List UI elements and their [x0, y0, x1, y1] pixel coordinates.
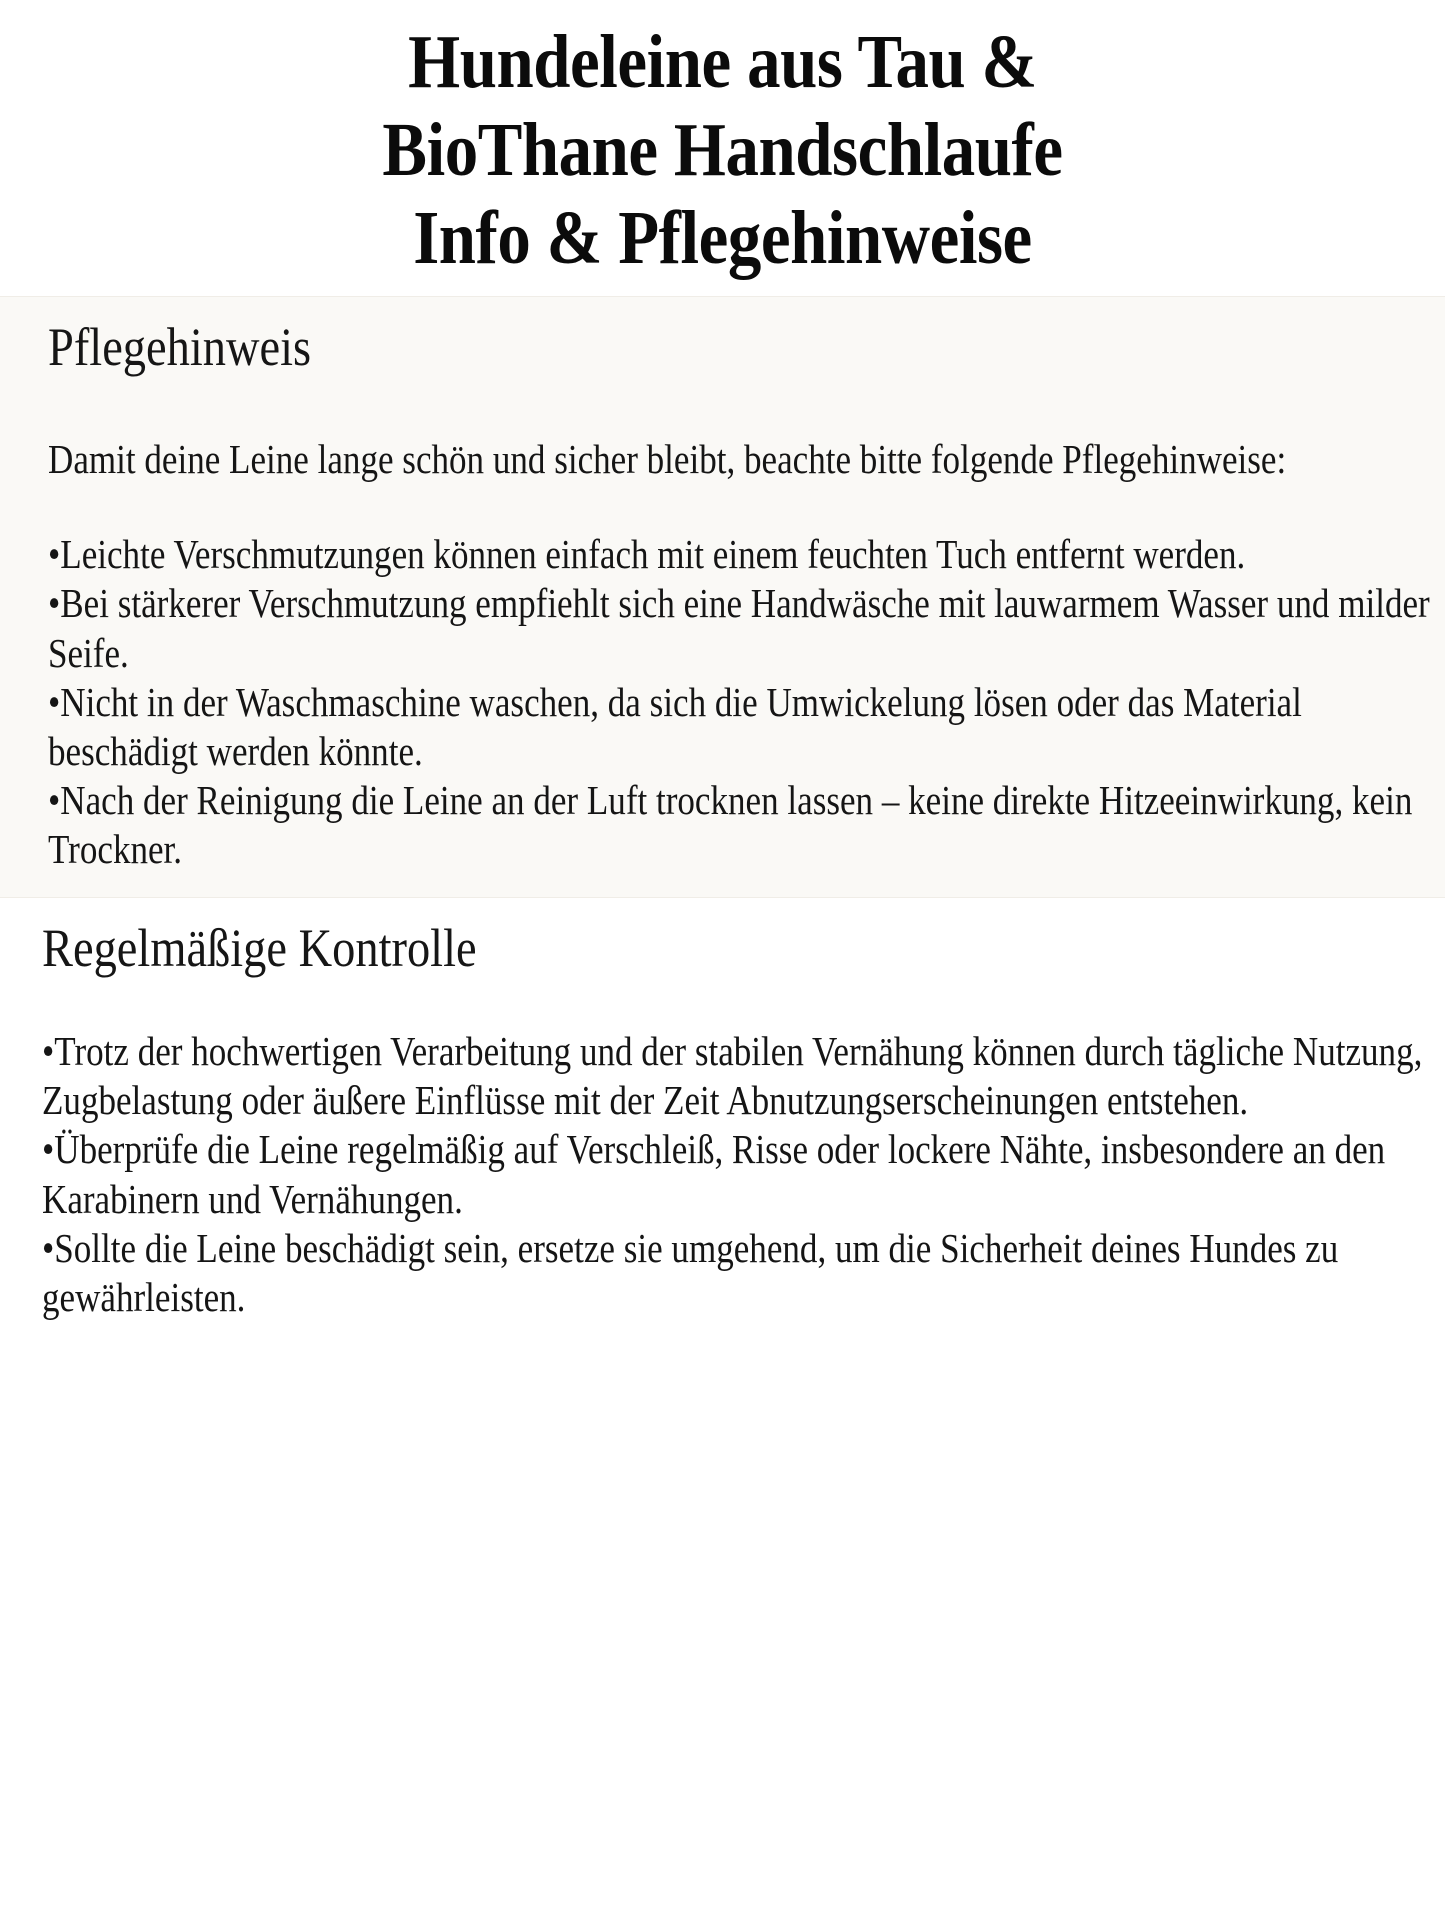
list-item: [48, 776, 1440, 874]
care-instruction-list: [48, 530, 1445, 874]
list-item: [48, 530, 1440, 579]
bullet-dot-icon: [48, 580, 60, 626]
bullet-dot-icon: [42, 1126, 54, 1172]
list-item-text: Leichte Verschmutzungen können einfach mit einem feuchten Tuch entfernt werden.: [60, 531, 1246, 578]
bullet-dot-icon: [42, 1225, 54, 1271]
list-item: [48, 579, 1440, 677]
bullet-dot-icon: [48, 777, 60, 823]
list-item: [48, 678, 1440, 776]
bullet-dot-icon: [48, 679, 60, 725]
page-title-line-2: BioThane Handschlaufe: [382, 108, 1063, 193]
list-item: [42, 1027, 1439, 1125]
list-item: [42, 1224, 1439, 1322]
list-item: [42, 1125, 1439, 1223]
section-intro-pflegehinweis: Damit deine Leine lange schön und sicher bleibt, beachte bitte folgende Pflegehinweise:: [48, 436, 1287, 483]
list-item-text: Bei stärkerer Verschmutzung empfiehlt sich eine Handwäsche mit lauwarmem Wasser und milder Seife.: [48, 580, 1430, 676]
section-pflegehinweis: [0, 296, 1445, 897]
bullet-dot-icon: [42, 1028, 54, 1074]
page-title-line-3: Info & Pflegehinweise: [413, 196, 1032, 281]
section-regelmaessige-kontrolle: [0, 898, 1445, 1345]
section-heading-pflegehinweis: Pflegehinweis: [48, 317, 312, 378]
bullet-dot-icon: [48, 531, 60, 577]
list-item-text: Überprüfe die Leine regelmäßig auf Verschleiß, Risse oder lockere Nähte, insbesondere an den Karabinern und Vernähungen.: [42, 1126, 1386, 1222]
list-item-text: Sollte die Leine beschädigt sein, ersetze sie umgehend, um die Sicherheit deines Hundes zu gewährleisten.: [42, 1224, 1339, 1320]
list-item-text: Nach der Reinigung die Leine an der Luft trocknen lassen – keine direkte Hitzeeinwirkung, kein Trockner.: [48, 777, 1413, 873]
list-item-text: Nicht in der Waschmaschine waschen, da sich die Umwickelung lösen oder das Material beschädigt werden könnte.: [48, 678, 1302, 774]
page-title-line-1: Hundeleine aus Tau &: [408, 20, 1037, 104]
list-item-text: Trotz der hochwertigen Verarbeitung und der stabilen Vernähung können durch tägliche Nutzung, Zugbelastung oder äußere Einflüsse mit der Zeit Abnutzungserscheinungen entstehen.: [42, 1028, 1423, 1124]
inspection-instruction-list: [42, 1027, 1445, 1322]
section-heading-regelmaessige-kontrolle: Regelmäßige Kontrolle: [42, 917, 477, 978]
page-title-block: [0, 0, 1445, 296]
